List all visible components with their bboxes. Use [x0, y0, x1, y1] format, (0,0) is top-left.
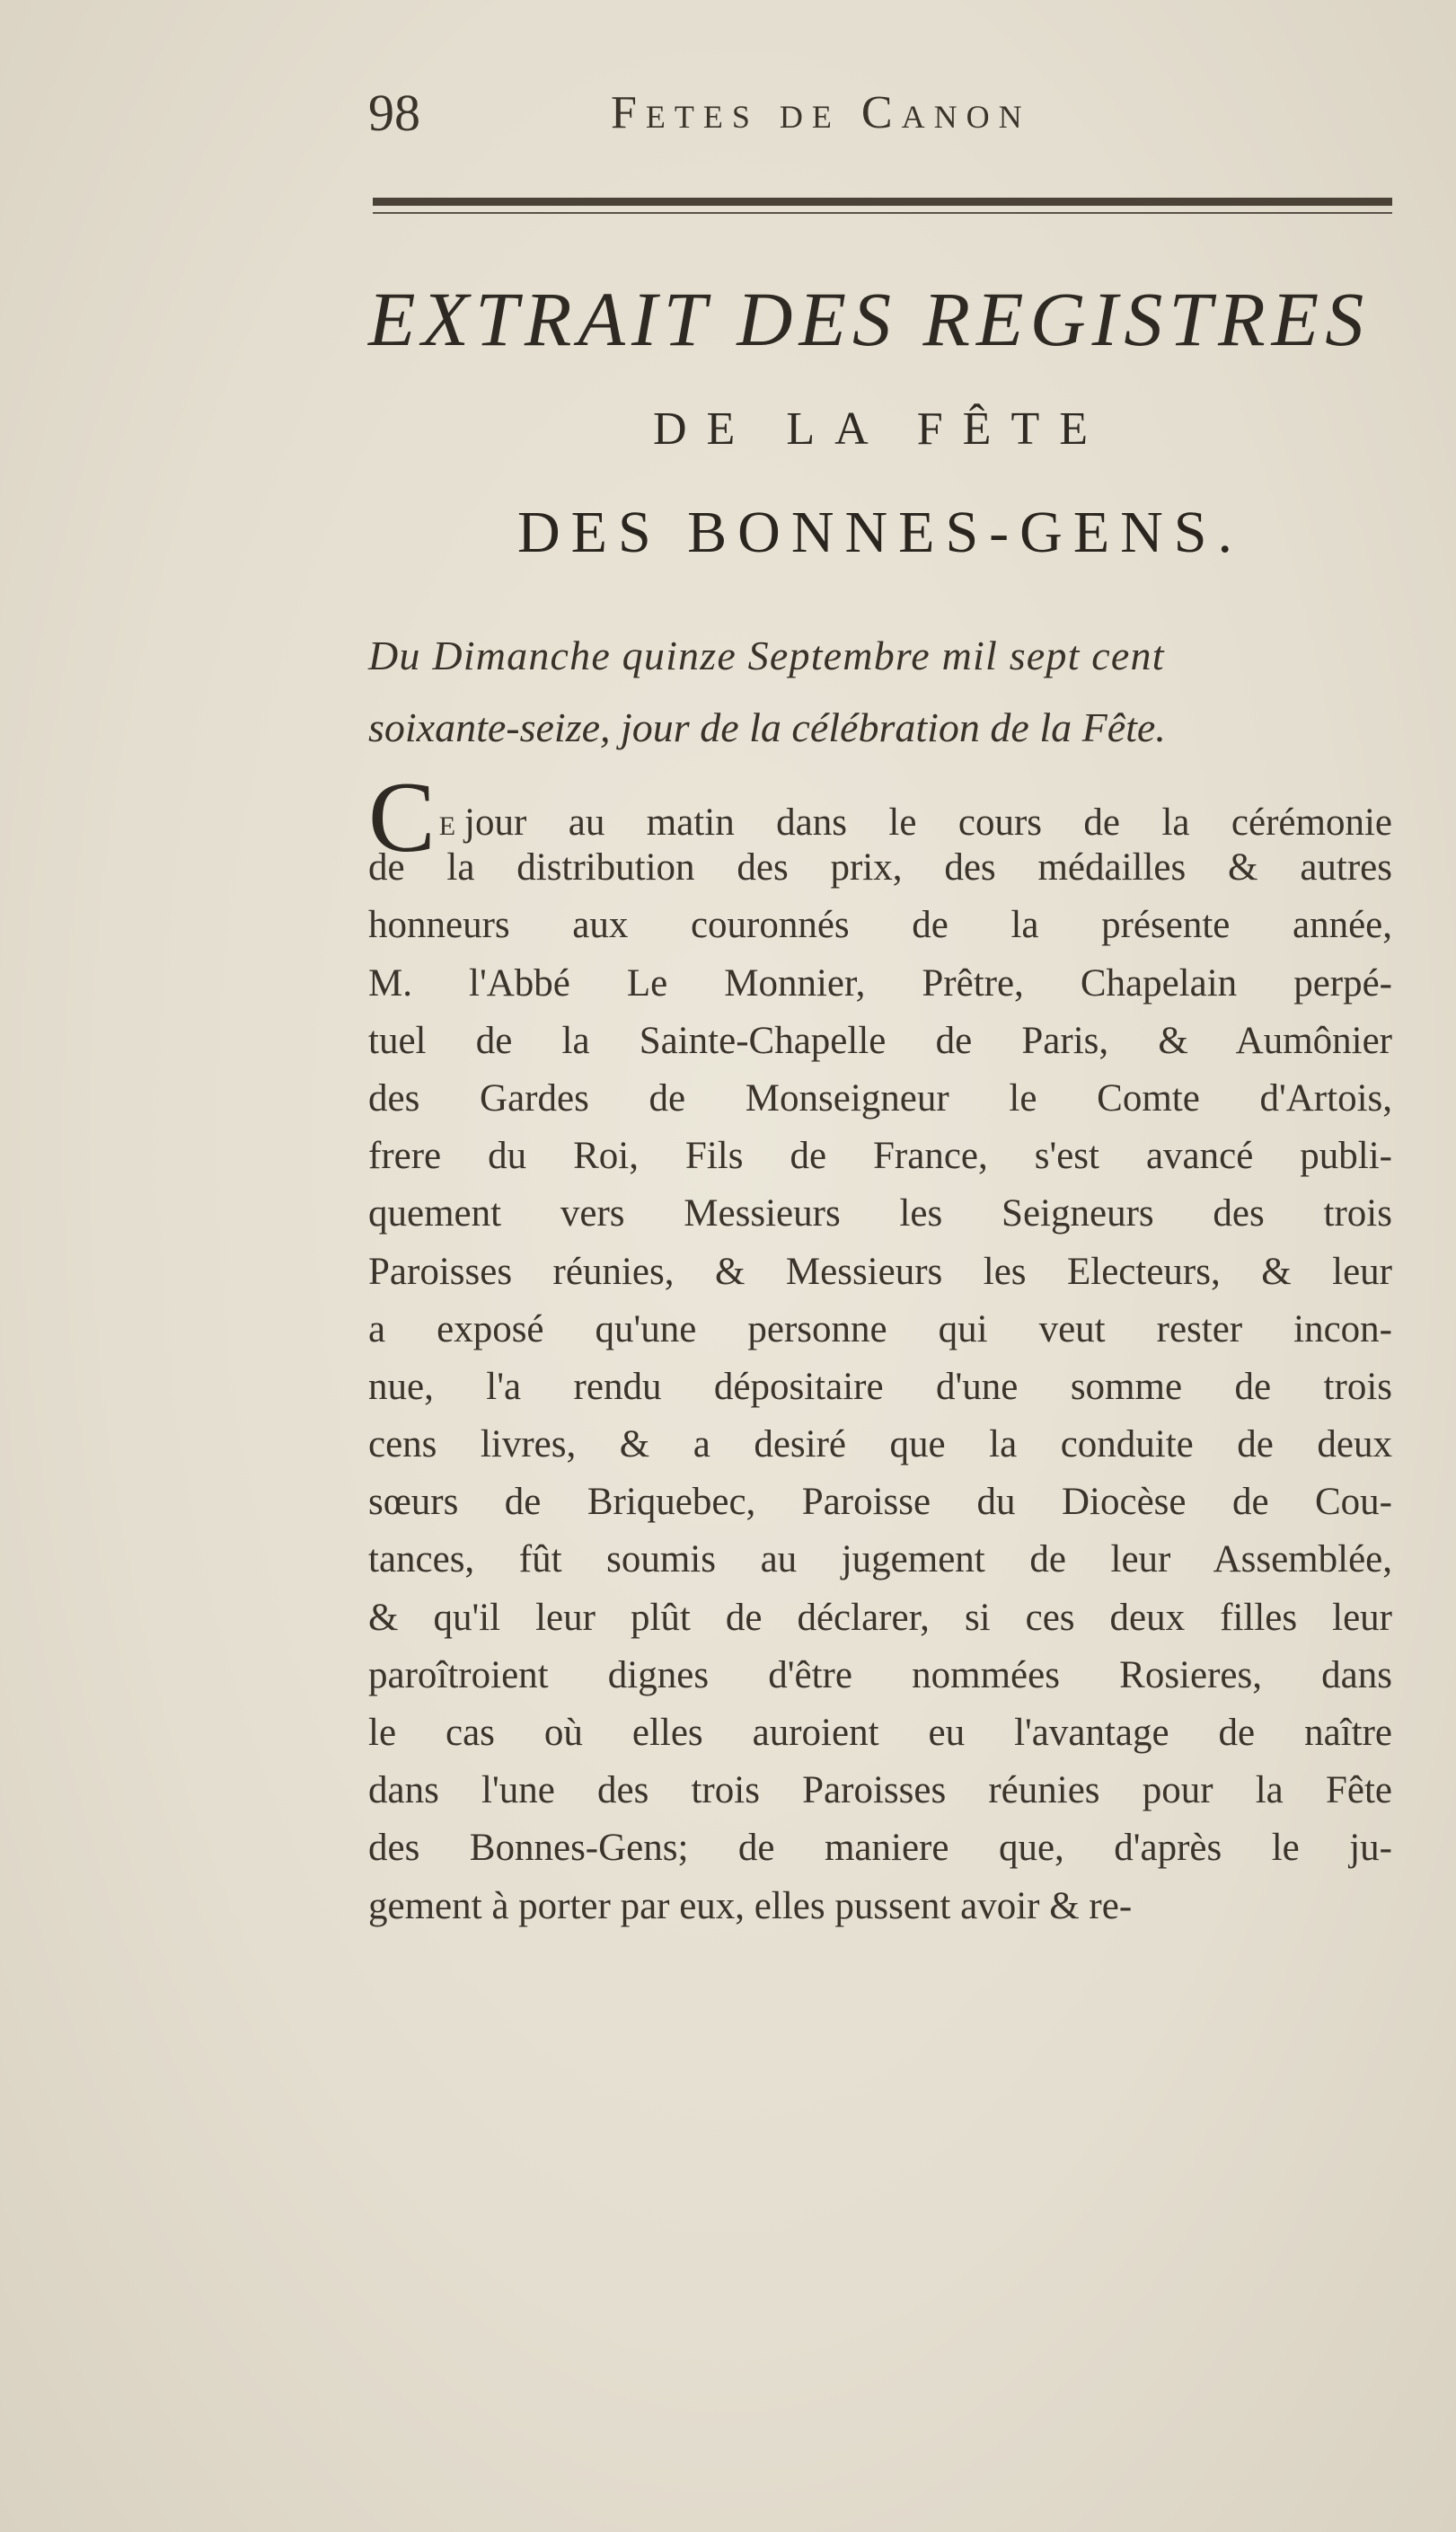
header-rule-thick [373, 198, 1392, 206]
drop-cap: C [368, 762, 436, 873]
body-line: M. l'Abbé Le Monnier, Prêtre, Chapelain perpé- [368, 961, 1392, 1005]
first-word-rest: E [438, 811, 458, 841]
body-line: nue, l'a rendu dépositaire d'une somme de trois [368, 1365, 1392, 1408]
body-line: le cas où elles auroient eu l'avantage de naître [368, 1712, 1392, 1754]
running-title: Fetes de Canon [611, 87, 1031, 138]
body-line: quement vers Messieurs les Seigneurs des trois [368, 1192, 1392, 1235]
dateline-line-1: Du Dimanche quinze Septembre mil sept cent [368, 633, 1165, 678]
body-line: des Bonnes-Gens; de maniere que, d'après le ju- [368, 1827, 1392, 1870]
body-line: cens livres, & a desiré que la conduite de deux [368, 1423, 1392, 1466]
header-rule-thin [373, 212, 1392, 214]
section-subtitle-2: DES BONNES-GENS. [516, 500, 1244, 565]
body-line: C E jour au matin dans le cours de la cérémonie [368, 762, 1392, 873]
section-subtitle-1: DE LA FÊTE [653, 403, 1107, 455]
page-number: 98 [368, 84, 420, 142]
body-line: paroîtroient dignes d'être nommées Rosieres, dans [368, 1653, 1392, 1696]
body-line: tuel de la Sainte-Chapelle de Paris, & Aumônier [368, 1019, 1392, 1062]
running-head [368, 83, 1392, 164]
body-line: a exposé qu'une personne qui veut rester incon- [368, 1307, 1392, 1350]
dateline [368, 620, 1392, 764]
body-line: honneurs aux couronnés de la présente année, [368, 904, 1392, 947]
body-line: Paroisses réunies, & Messieurs les Electeurs, & leur [368, 1250, 1392, 1293]
section-title: EXTRAIT DES REGISTRES [368, 276, 1371, 362]
body-paragraph [368, 762, 1392, 1935]
body-line: tances, fût soumis au jugement de leur Assemblée, [368, 1538, 1392, 1581]
body-line: & qu'il leur plût de déclarer, si ces deux filles leur [368, 1596, 1392, 1639]
body-line: gement à porter par eux, elles pussent avoir & re- [368, 1884, 1133, 1927]
body-line: de la distribution des prix, des médailles & autres [368, 846, 1392, 890]
body-line: sœurs de Briquebec, Paroisse du Diocèse de Cou- [368, 1481, 1392, 1524]
dateline-line-2: soixante-seize, jour de la célébration de la Fête. [368, 704, 1166, 750]
body-line: des Gardes de Monseigneur le Comte d'Artois, [368, 1076, 1392, 1120]
body-line: dans l'une des trois Paroisses réunies pour la Fête [368, 1769, 1392, 1812]
body-line: frere du Roi, Fils de France, s'est avancé publi- [368, 1135, 1392, 1178]
